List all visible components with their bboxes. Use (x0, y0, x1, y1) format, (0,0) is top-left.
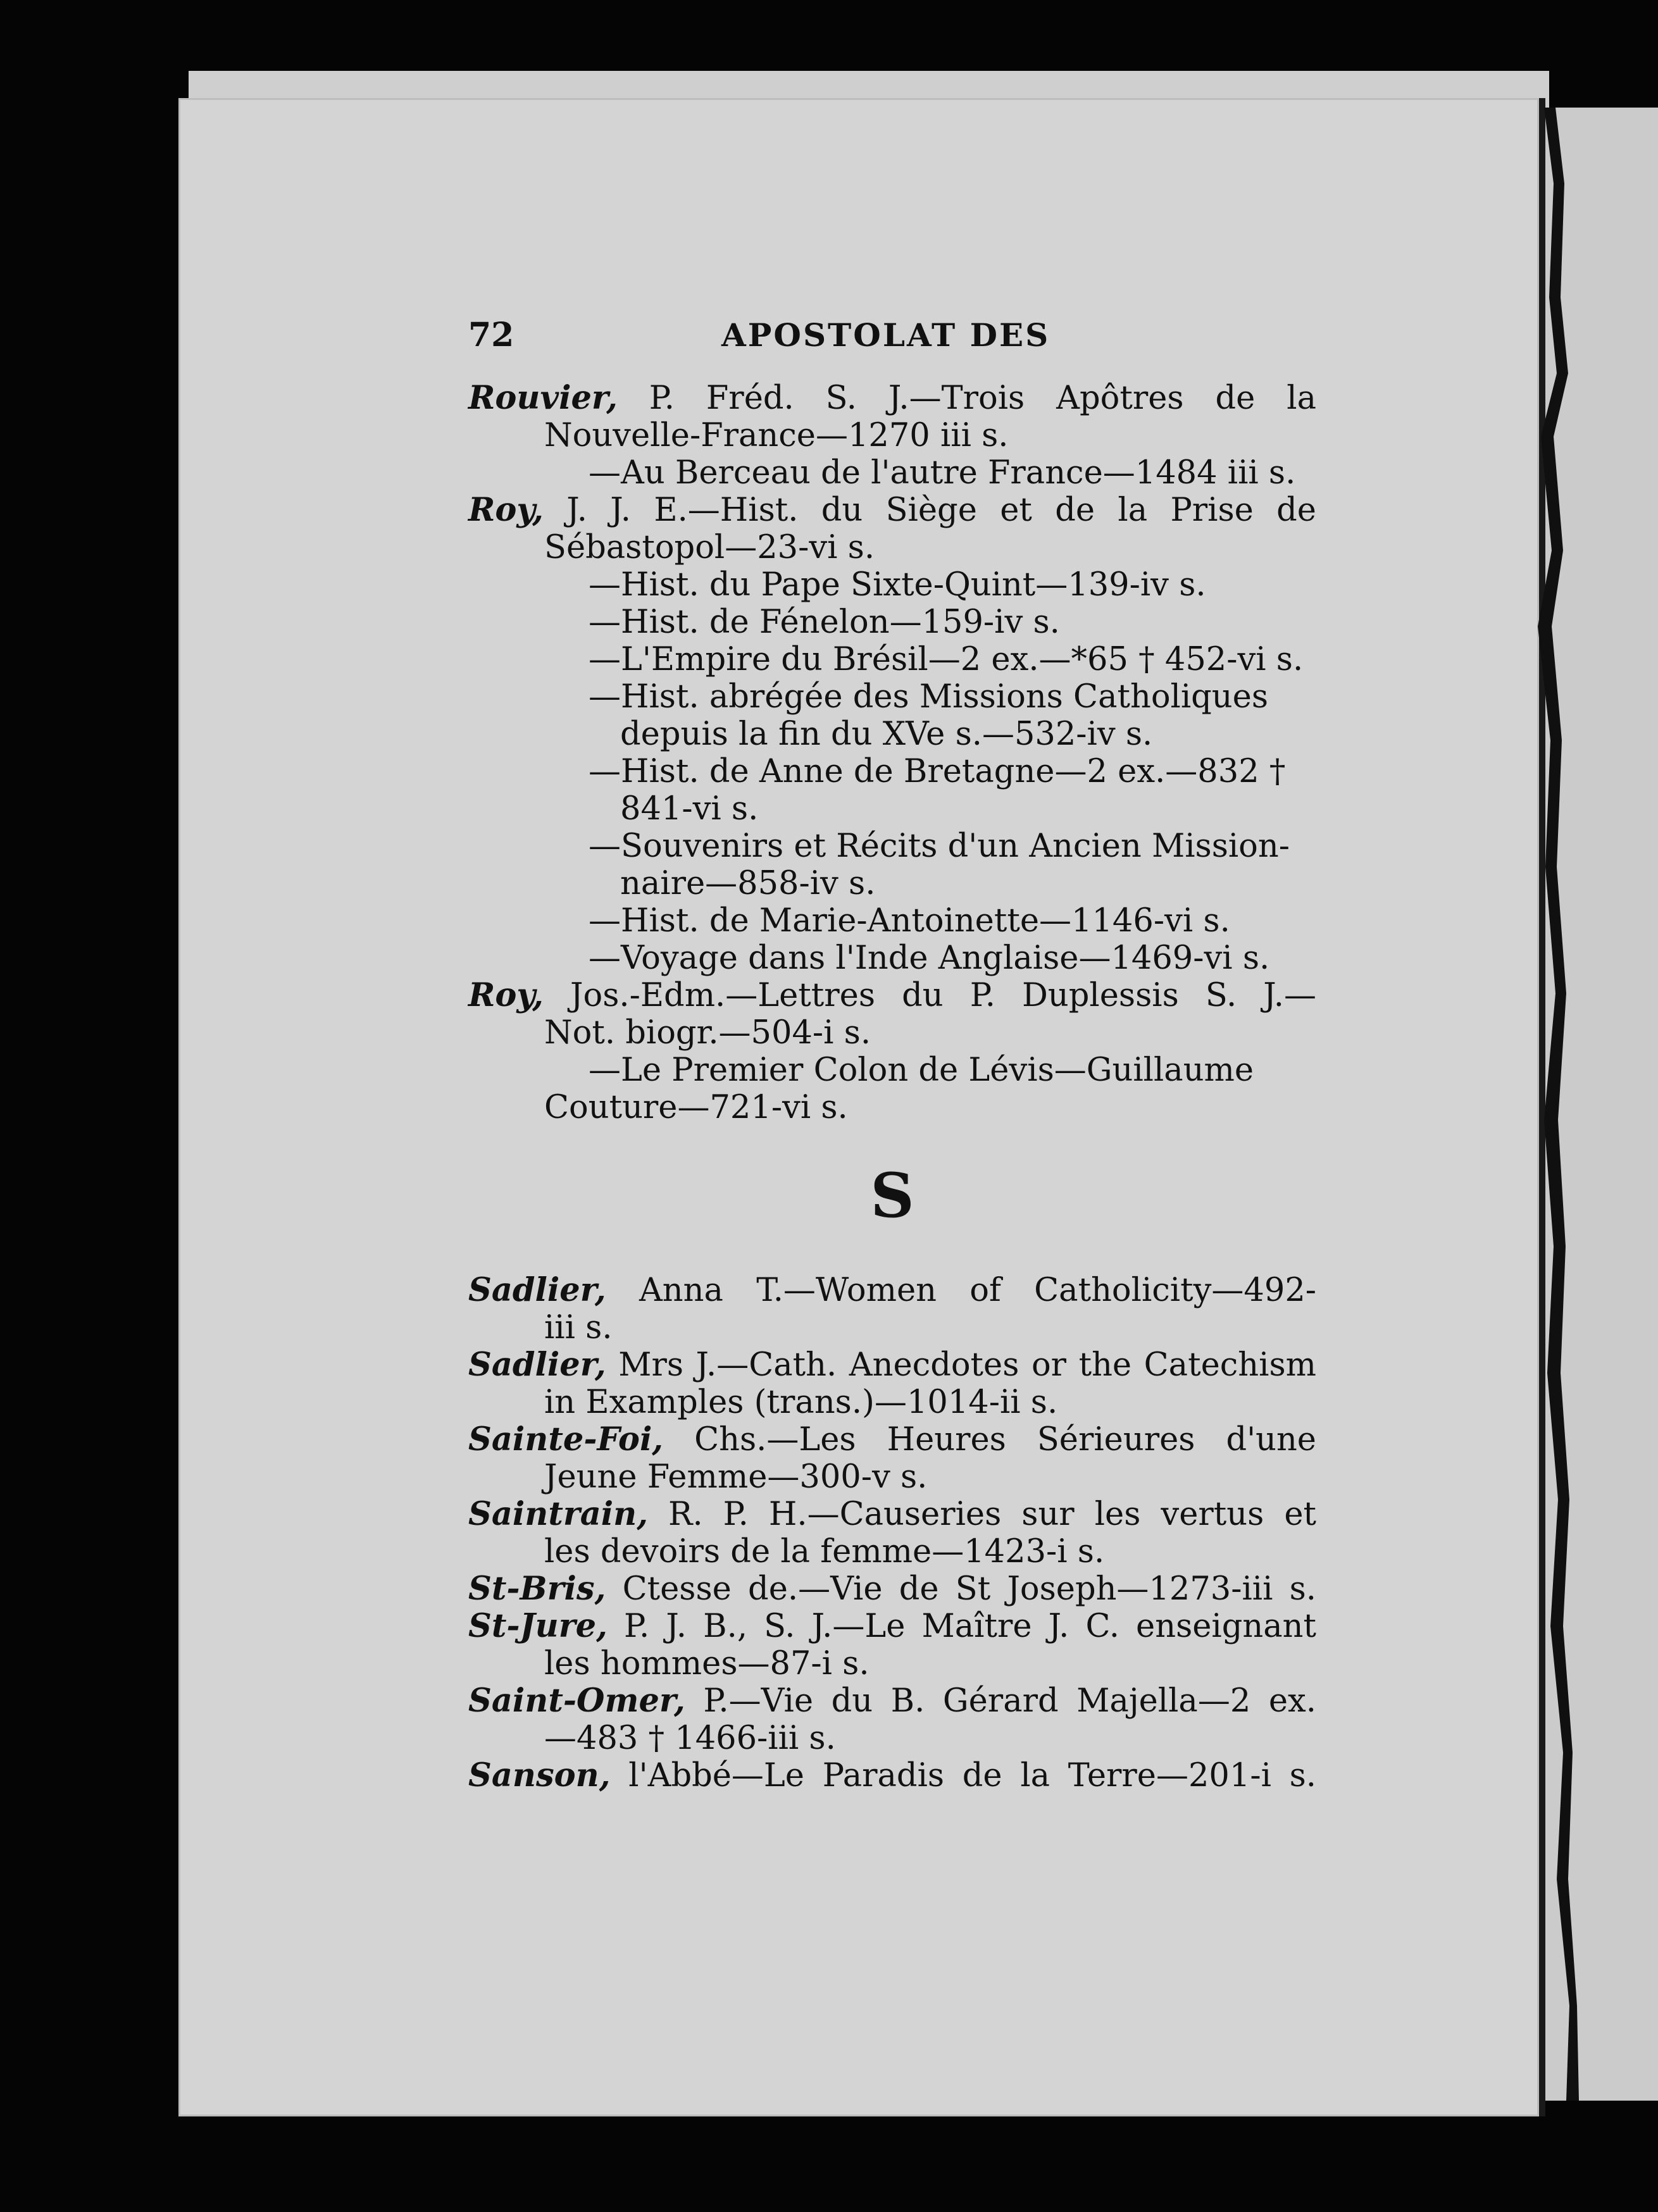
entry-sanson (468, 1757, 1316, 1794)
entry-line: naire—858-iv s. (620, 865, 876, 902)
entry-line: —Hist. de Marie-Antoinette—1146-vi s. (589, 902, 1230, 940)
entry-line: Jeune Femme—300-v s. (544, 1458, 928, 1496)
entry-line: Not. biogr.—504-i s. (544, 1014, 871, 1052)
entry-author: St-Bris, (468, 1570, 606, 1608)
entry-line: in Examples (trans.)—1014-ii s. (544, 1384, 1058, 1421)
entry-saint-omer (468, 1682, 1316, 1757)
entry-roy-jos (468, 977, 1316, 1126)
entry-line: —483 † 1466-iii s. (544, 1720, 836, 1757)
entry-line: —L'Empire du Brésil—2 ex.—*65 † 452-vi s. (589, 641, 1304, 678)
entry-line: Couture—721-vi s. (544, 1089, 848, 1126)
entry-line: —Hist. du Pape Sixte-Quint—139-iv s. (589, 566, 1206, 604)
entry-line: R. P. H.—Causeries sur les vertus et (668, 1496, 1316, 1533)
page-number: 72 (468, 316, 514, 354)
entry-line: Nouvelle-France—1270 iii s. (544, 417, 1009, 454)
entry-author: Saintrain, (468, 1495, 649, 1533)
entry-st-jure (468, 1608, 1316, 1682)
entry-author: Sadlier, (468, 1346, 606, 1384)
entry-roy-jje (468, 492, 1316, 977)
page-text (468, 316, 1316, 1794)
entry-line: 841-vi s. (620, 790, 759, 828)
entry-line: —Souvenirs et Récits d'un Ancien Mission- (589, 828, 1290, 865)
entry-line: P. J. B., S. J.—Le Maître J. C. enseignant (623, 1608, 1316, 1645)
entry-line: Mrs J.—Cath. Anecdotes or the Catechism (618, 1346, 1317, 1384)
entry-line: P.—Vie du B. Gérard Majella—2 ex. (703, 1682, 1317, 1720)
entry-sadlier-anna (468, 1272, 1316, 1346)
entry-author: Roy, (468, 976, 544, 1014)
entry-author: Rouvier, (468, 379, 618, 417)
entry-line: les devoirs de la femme—1423-i s. (544, 1533, 1105, 1570)
entry-line: Ctesse de.—Vie de St Joseph—1273-iii s. (622, 1570, 1316, 1608)
entry-sainte-foi (468, 1421, 1316, 1496)
entry-author: Sadlier, (468, 1271, 606, 1309)
entry-line: —Le Premier Colon de Lévis—Guillaume (589, 1052, 1254, 1089)
entry-author: Sainte-Foi, (468, 1420, 664, 1458)
entry-line: —Voyage dans l'Inde Anglaise—1469-vi s. (589, 940, 1270, 977)
torn-page-edge (1519, 108, 1588, 2101)
entry-line: iii s. (544, 1309, 613, 1346)
entry-line: l'Abbé—Le Paradis de la Terre—201-i s. (628, 1757, 1316, 1794)
entry-line: —Au Berceau de l'autre France—1484 iii s. (589, 454, 1296, 492)
entry-line: Chs.—Les Heures Sérieures d'une (694, 1421, 1316, 1458)
entry-line: Sébastopol—23-vi s. (544, 529, 875, 566)
entry-line: Anna T.—Women of Catholicity—492- (639, 1272, 1317, 1309)
entry-line: —Hist. abrégée des Missions Catholiques (589, 678, 1268, 716)
entry-author: St-Jure, (468, 1607, 608, 1645)
entry-author: Sanson, (468, 1756, 611, 1794)
entry-line: depuis la fin du XVe s.—532-iv s. (620, 716, 1153, 753)
entry-line: Jos.-Edm.—Lettres du P. Duplessis S. J.— (570, 977, 1316, 1014)
entry-line: —Hist. de Fénelon—159-iv s. (589, 604, 1060, 641)
entry-line: P. Fréd. S. J.—Trois Apôtres de la (649, 380, 1316, 417)
entry-line: J. J. E.—Hist. du Siège et de la Prise de (566, 492, 1316, 529)
entry-author: Saint-Omer, (468, 1682, 685, 1720)
entry-st-bris (468, 1570, 1316, 1608)
entry-saintrain (468, 1496, 1316, 1570)
running-head: APOSTOLAT DES (721, 316, 1050, 354)
entry-line: —Hist. de Anne de Bretagne—2 ex.—832 † (589, 753, 1286, 790)
entry-author: Roy, (468, 491, 544, 529)
page-header (468, 316, 1316, 380)
entry-line: les hommes—87-i s. (544, 1645, 870, 1682)
entry-sadlier-mrs (468, 1346, 1316, 1421)
section-letter: S (870, 1160, 914, 1231)
entry-rouvier (468, 380, 1316, 492)
